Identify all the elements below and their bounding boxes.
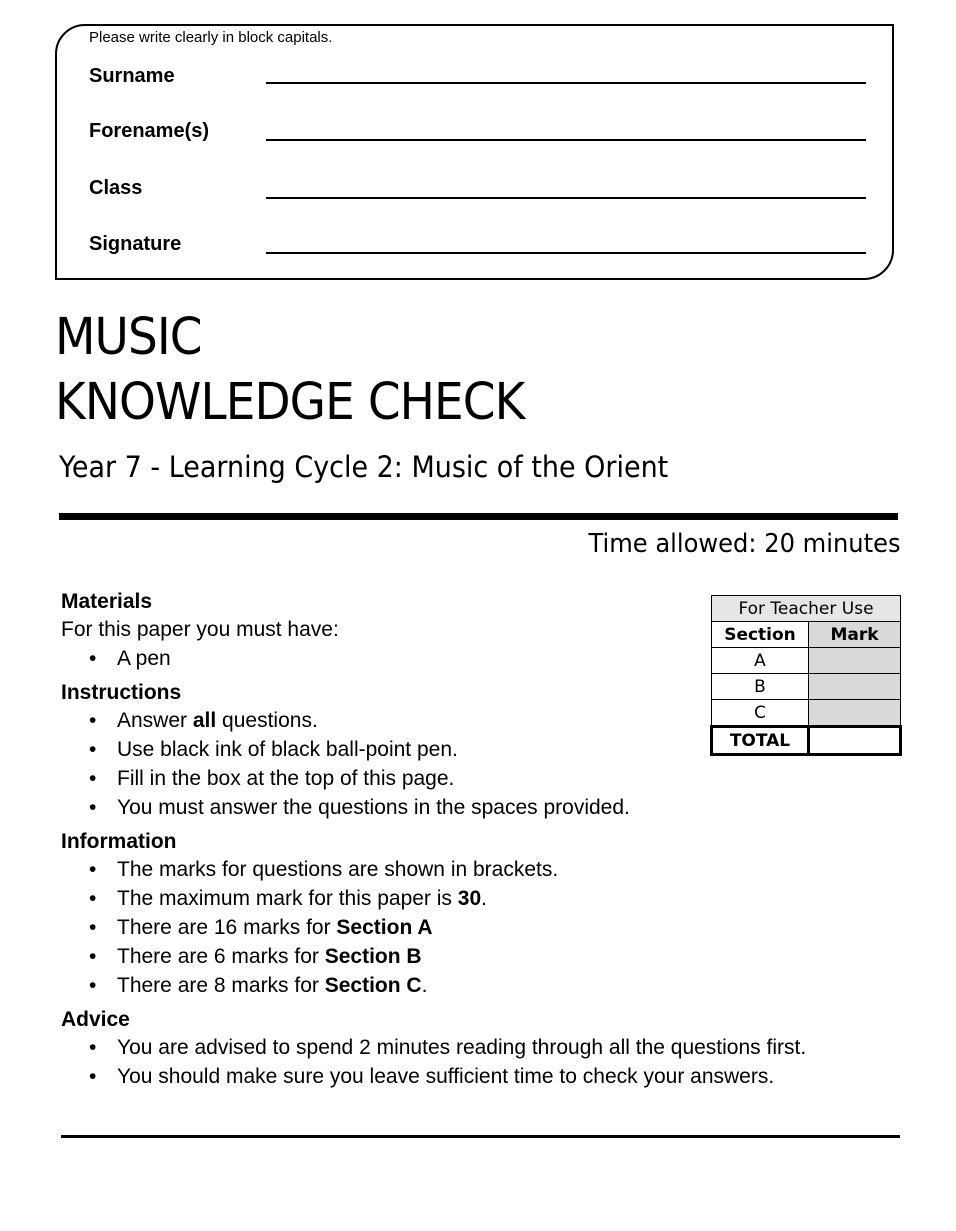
- materials-list: [61, 644, 711, 673]
- list-item: • There are 6 marks for Section B: [117, 942, 711, 971]
- section-cell: C: [712, 700, 809, 727]
- total-mark-cell[interactable]: [809, 727, 901, 755]
- materials-intro: For this paper you must have:: [61, 618, 339, 641]
- mark-column-header: Mark: [809, 622, 901, 648]
- candidate-details-box: [55, 24, 894, 280]
- list-item: • You should make sure you leave sufficient time to check your answers.: [117, 1062, 711, 1091]
- block-capitals-hint: Please write clearly in block capitals.: [89, 29, 333, 46]
- information-list: [61, 855, 711, 1000]
- teacher-table-caption: For Teacher Use: [712, 596, 901, 622]
- time-allowed: Time allowed: 20 minutes: [588, 529, 901, 559]
- information-heading: Information: [61, 830, 177, 853]
- section-column-header: Section: [712, 622, 809, 648]
- list-item: • Fill in the box at the top of this page.: [117, 764, 711, 793]
- instructions-section: [61, 679, 711, 822]
- class-label: Class: [89, 177, 143, 199]
- advice-section: [61, 1006, 807, 1091]
- title-divider: [59, 513, 898, 520]
- list-item: • A pen: [117, 644, 711, 673]
- mark-cell[interactable]: [809, 674, 901, 700]
- instructions-list: [61, 706, 711, 822]
- advice-list: [61, 1033, 807, 1091]
- table-row: [712, 700, 901, 727]
- page-subtitle: Year 7 - Learning Cycle 2: Music of the Orient: [59, 450, 669, 484]
- total-label: TOTAL: [712, 727, 809, 755]
- advice-heading: Advice: [61, 1008, 130, 1031]
- list-item: • You must answer the questions in the spaces provided.: [117, 793, 711, 822]
- page-title-line1: MUSIC: [55, 308, 202, 367]
- teacher-use-table: [710, 595, 902, 756]
- forename-label: Forename(s): [89, 120, 210, 142]
- section-cell: A: [712, 648, 809, 674]
- surname-label: Surname: [89, 65, 175, 87]
- list-item: • You are advised to spend 2 minutes reading through all the questions first.: [117, 1033, 711, 1062]
- class-field[interactable]: [266, 197, 866, 199]
- total-row: [712, 727, 901, 755]
- list-item: • There are 16 marks for Section A: [117, 913, 711, 942]
- mark-cell[interactable]: [809, 648, 901, 674]
- signature-field[interactable]: [266, 252, 866, 254]
- bottom-divider: [61, 1135, 900, 1138]
- list-item: • Use black ink of black ball-point pen.: [117, 735, 711, 764]
- page-title-line2: KNOWLEDGE CHECK: [55, 373, 525, 432]
- mark-cell[interactable]: [809, 700, 901, 727]
- materials-section: [61, 588, 711, 673]
- list-item: • There are 8 marks for Section C.: [117, 971, 711, 1000]
- section-cell: B: [712, 674, 809, 700]
- list-item: • The maximum mark for this paper is 30.: [117, 884, 711, 913]
- information-section: [61, 828, 711, 1000]
- table-row: [712, 648, 901, 674]
- surname-field[interactable]: [266, 82, 866, 84]
- list-item: • The marks for questions are shown in brackets.: [117, 855, 711, 884]
- materials-heading: Materials: [61, 590, 153, 613]
- table-row: [712, 674, 901, 700]
- instructions-heading: Instructions: [61, 681, 182, 704]
- forename-field[interactable]: [266, 139, 866, 141]
- signature-label: Signature: [89, 233, 182, 255]
- list-item: • Answer all questions.: [117, 706, 711, 735]
